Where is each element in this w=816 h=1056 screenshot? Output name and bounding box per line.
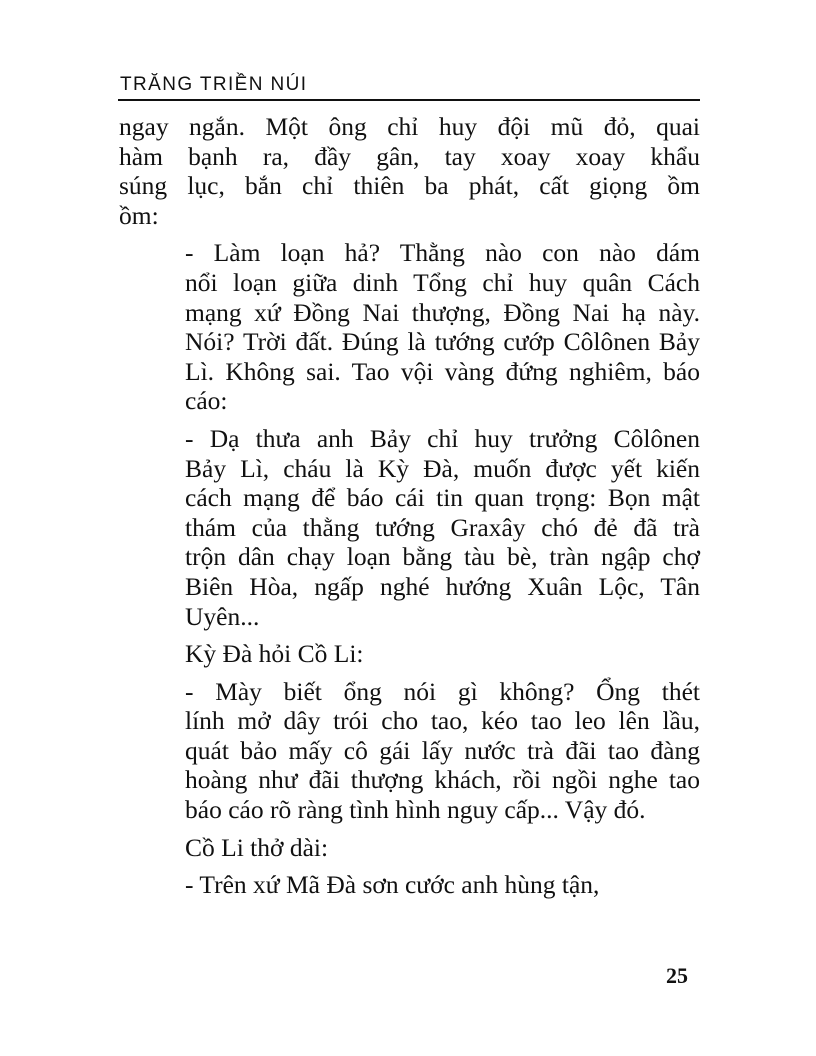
text-line: Biên Hòa, ngấp nghé hướng Xuân Lộc, Tân <box>185 571 700 601</box>
paragraph <box>119 112 700 230</box>
text-line: Nói? Trời đất. Đúng là tướng cướp Côlônen Bảy <box>185 327 700 357</box>
running-header-title: TRĂNG TRIỀN NÚI <box>120 74 308 95</box>
paragraph <box>119 677 700 825</box>
text-line: - Làm loạn hả? Thằng nào con nào dám <box>185 238 700 268</box>
text-line: hoàng như đãi thượng khách, rồi ngồi nghe tao <box>185 765 700 795</box>
text-line: - Dạ thưa anh Bảy chỉ huy trưởng Côlônen <box>185 423 700 453</box>
text-line: ồm: <box>119 200 159 230</box>
text-line: - Mày biết ổng nói gì không? Ổng thét <box>185 676 700 706</box>
paragraph <box>119 424 700 631</box>
text-line: quát bảo mấy cô gái lấy nước trà đãi tao đàng <box>185 735 700 765</box>
text-line: trộn dân chạy loạn bằng tàu bè, tràn ngập chợ <box>185 542 700 572</box>
header-rule <box>118 99 700 101</box>
text-line: cáo: <box>185 386 228 416</box>
text-line: báo cáo rõ ràng tình hình nguy cấp... Vậy đó. <box>185 795 646 825</box>
text-line: súng lục, bắn chỉ thiên ba phát, cất giọng ồm <box>119 171 700 201</box>
page-number: 25 <box>666 963 688 988</box>
text-line: Bảy Lì, cháu là Kỳ Đà, muốn được yết kiến <box>185 453 700 483</box>
paragraph <box>119 238 700 416</box>
paragraph <box>119 833 700 863</box>
text-line: nổi loạn giữa dinh Tổng chỉ huy quân Cách <box>185 267 700 297</box>
text-line: mạng xứ Đồng Nai thượng, Đồng Nai hạ này. <box>185 297 700 327</box>
text-line: Uyên... <box>185 601 260 631</box>
text-line: Lì. Không sai. Tao vội vàng đứng nghiêm, báo <box>185 356 700 386</box>
text-line: ngay ngắn. Một ông chỉ huy đội mũ đỏ, quai <box>119 112 700 141</box>
text-line: thám của thằng tướng Graxây chó đẻ đã trà <box>185 512 700 542</box>
text-line: lính mở dây trói cho tao, kéo tao leo lên lầu, <box>185 706 700 736</box>
text-line: Kỳ Đà hỏi Cồ Li: <box>185 639 364 669</box>
text-line: - Trên xứ Mã Đà sơn cước anh hùng tận, <box>185 870 600 900</box>
paragraph <box>119 870 700 900</box>
text-line: hàm bạnh ra, đầy gân, tay xoay xoay khẩu <box>119 141 700 171</box>
text-line: cách mạng để báo cái tin quan trọng: Bọn mật <box>185 483 700 513</box>
text-line: Cồ Li thở dài: <box>185 832 329 862</box>
paragraph <box>119 639 700 669</box>
body-text <box>119 112 700 908</box>
